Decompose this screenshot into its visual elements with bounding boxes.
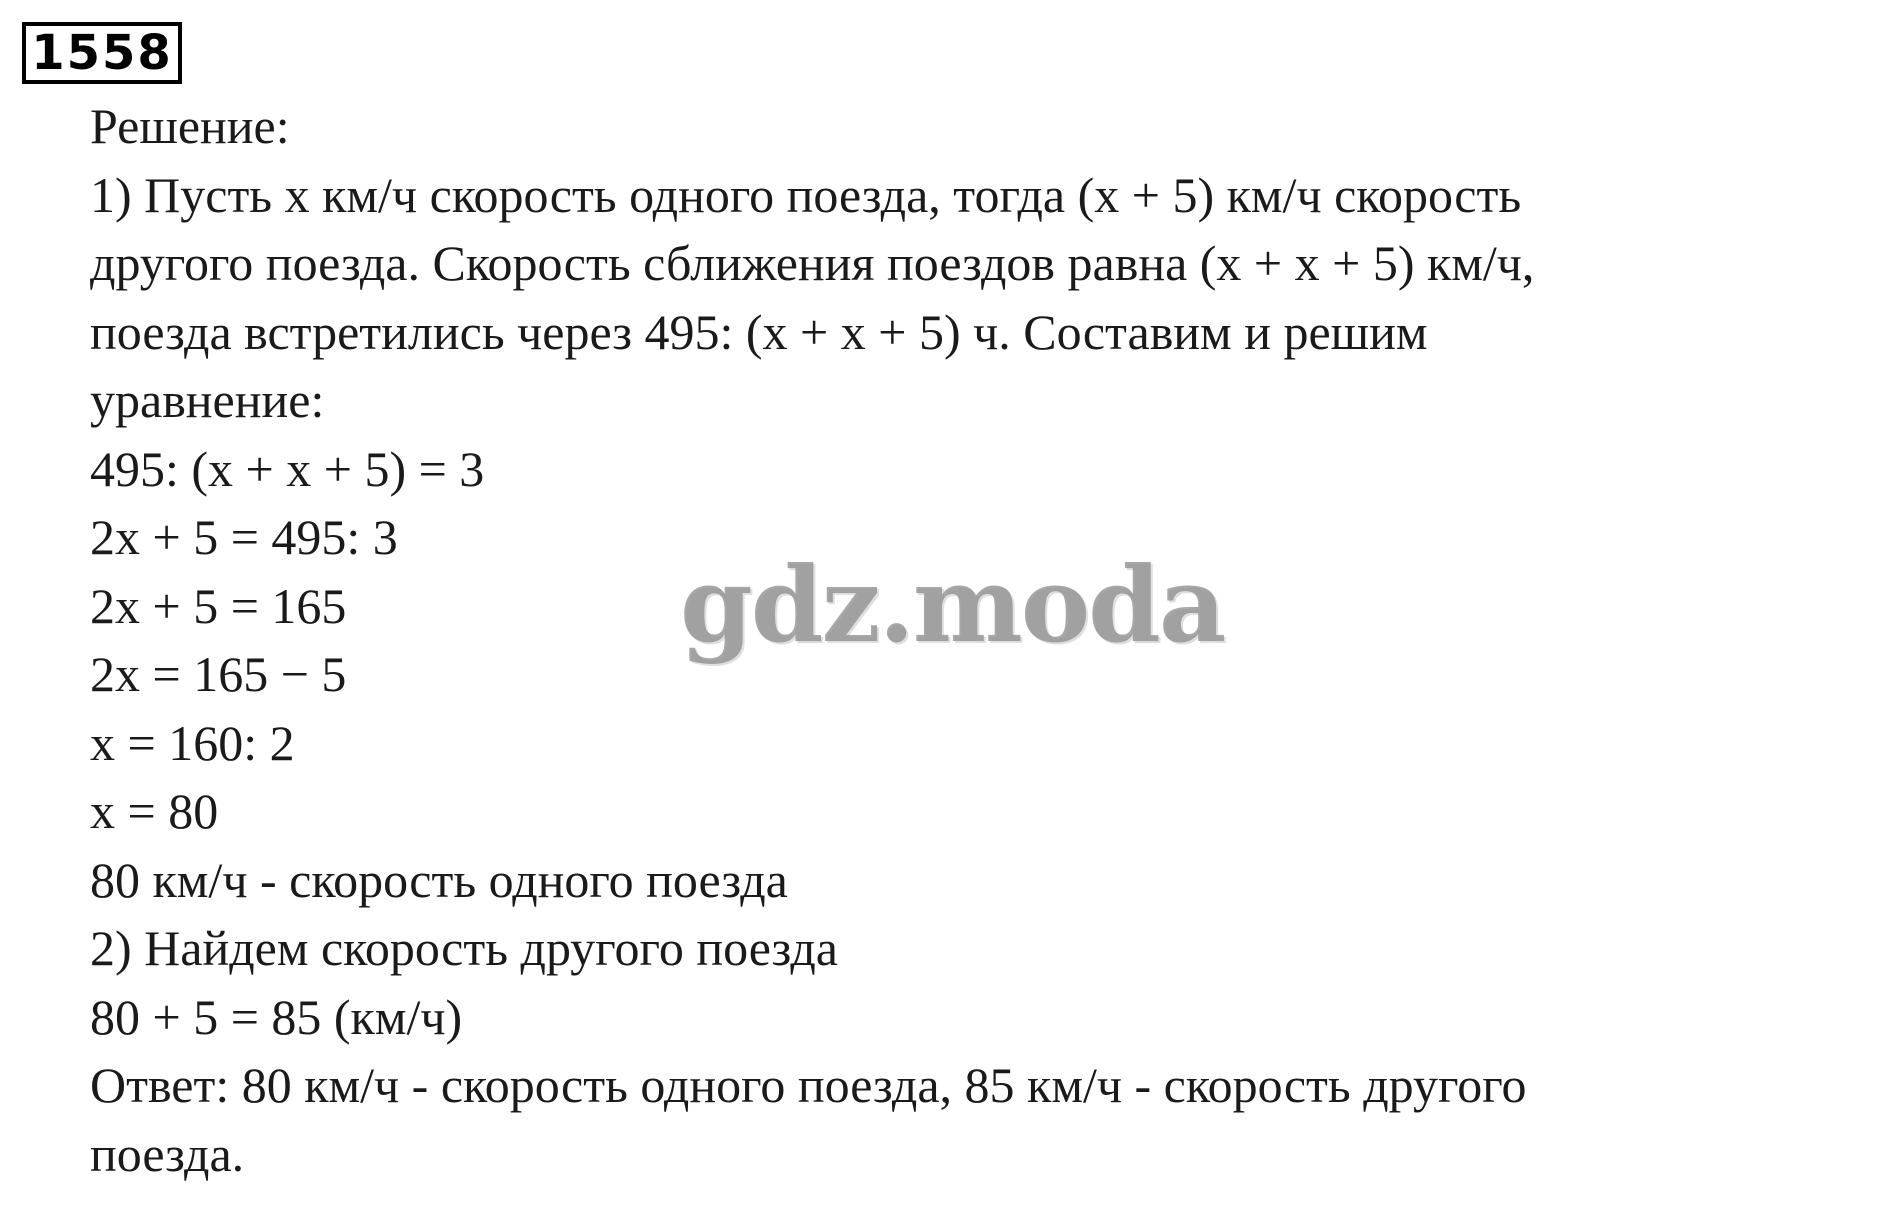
equation-line: x = 160: 2 [90, 714, 295, 771]
solution-text [90, 92, 1870, 1188]
watermark: gdz.moda [680, 543, 1225, 666]
task-number: 1558 [31, 25, 173, 81]
equation-line: 2x = 165 − 5 [90, 646, 347, 702]
solution-line: другого поезда. Скорость сближения поездов равна (x + x + 5) км/ч, [90, 235, 1535, 291]
equation-line: 2x + 5 = 165 [90, 577, 347, 634]
task-number-box [22, 22, 182, 84]
equation-line: 80 + 5 = 85 (км/ч) [90, 988, 463, 1045]
solution-line: 2) Найдем скорость другого поезда [90, 920, 838, 976]
equation-line: x = 80 [90, 783, 219, 839]
equation-line: 495: (x + x + 5) = 3 [90, 440, 485, 497]
answer-line: поезда. [90, 1125, 245, 1182]
answer-line: Ответ: 80 км/ч - скорость одного поезда, 85 км/ч - скорость другого [90, 1057, 1527, 1113]
solution-line: 1) Пусть x км/ч скорость одного поезда, тогда (x + 5) км/ч скорость [90, 166, 1522, 223]
solution-heading: Решение: [90, 98, 290, 154]
result-line: 80 км/ч - скорость одного поезда [90, 851, 788, 908]
solution-line: уравнение: [90, 372, 325, 428]
equation-line: 2x + 5 = 495: 3 [90, 509, 398, 565]
solution-line: поезда встретились через 495: (x + x + 5) ч. Составим и решим [90, 303, 1428, 360]
